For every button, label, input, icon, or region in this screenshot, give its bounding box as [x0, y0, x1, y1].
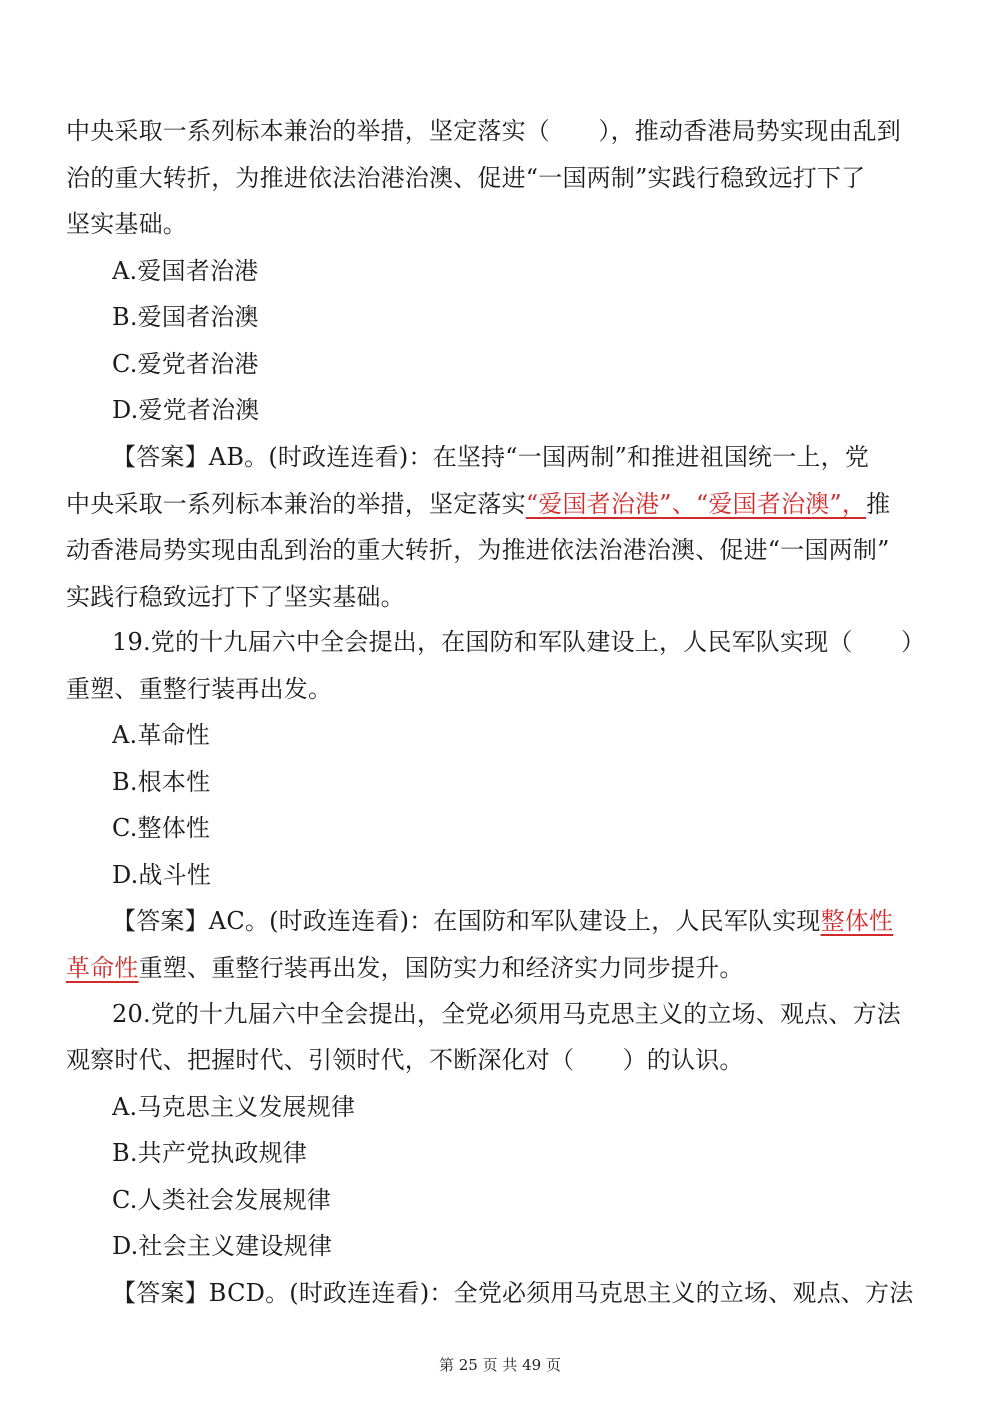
answer-highlight: 革命性 [66, 954, 139, 982]
option-c: C.整体性 [112, 814, 211, 842]
answer-text: 重塑、重整行装再出发，国防实力和经济实力同步提升。 [138, 954, 744, 982]
question-text-line: 19.党的十九届六中全会提出，在国防和军队建设上，人民军队实现（ ） [112, 628, 926, 656]
question-text-line: 中央采取一系列标本兼治的举措，坚定落实（ ），推动香港局势实现由乱到 [66, 117, 901, 145]
answer-line: 【答案】AB。(时政连连看)：在坚持“一国两制”和推进祖国统一上，党 [112, 443, 870, 471]
option-d: D.社会主义建设规律 [112, 1232, 333, 1260]
answer-line: 【答案】BCD。(时政连连看)：全党必须用马克思主义的立场、观点、方法 [112, 1279, 914, 1307]
question-text-line: 20.党的十九届六中全会提出，全党必须用马克思主义的立场、观点、方法 [112, 1000, 901, 1028]
option-b: B.根本性 [112, 768, 211, 796]
option-a: A.爱国者治港 [112, 257, 259, 285]
answer-text: 推 [866, 490, 891, 518]
page-number: 第 25 页 共 49 页 [438, 1356, 561, 1374]
question-text-line: 重塑、重整行装再出发。 [66, 675, 333, 703]
answer-line: 动香港局势实现由乱到治的重大转折，为推进依法治港治澳、促进“一国两制” [66, 536, 890, 564]
answer-text: 中央采取一系列标本兼治的举措，坚定落实 [66, 490, 526, 518]
option-c: C.爱党者治港 [112, 350, 259, 378]
question-text-line: 坚实基础。 [66, 210, 187, 238]
option-a: A.革命性 [112, 721, 210, 749]
option-b: B.爱国者治澳 [112, 303, 259, 331]
question-text-line: 治的重大转折，为推进依法治港治澳、促进“一国两制”实践行稳致远打下了 [66, 164, 866, 192]
option-d: D.战斗性 [112, 861, 212, 889]
answer-line [112, 901, 936, 941]
option-a: A.马克思主义发展规律 [112, 1093, 356, 1121]
answer-line: 实践行稳致远打下了坚实基础。 [66, 583, 405, 611]
option-c: C.人类社会发展规律 [112, 1186, 332, 1214]
option-b: B.共产党执政规律 [112, 1139, 308, 1167]
answer-highlight: “爱国者治港”、“爱国者治澳”， [525, 490, 867, 518]
question-text-line: 观察时代、把握时代、引领时代，不断深化对（ ）的认识。 [66, 1046, 744, 1074]
answer-line [66, 948, 936, 988]
option-d: D.爱党者治澳 [112, 396, 260, 424]
answer-text: 【答案】AC。(时政连连看)：在国防和军队建设上，人民军队实现 [112, 907, 821, 935]
answer-line [66, 484, 936, 524]
answer-highlight: 整体性 [820, 907, 894, 935]
